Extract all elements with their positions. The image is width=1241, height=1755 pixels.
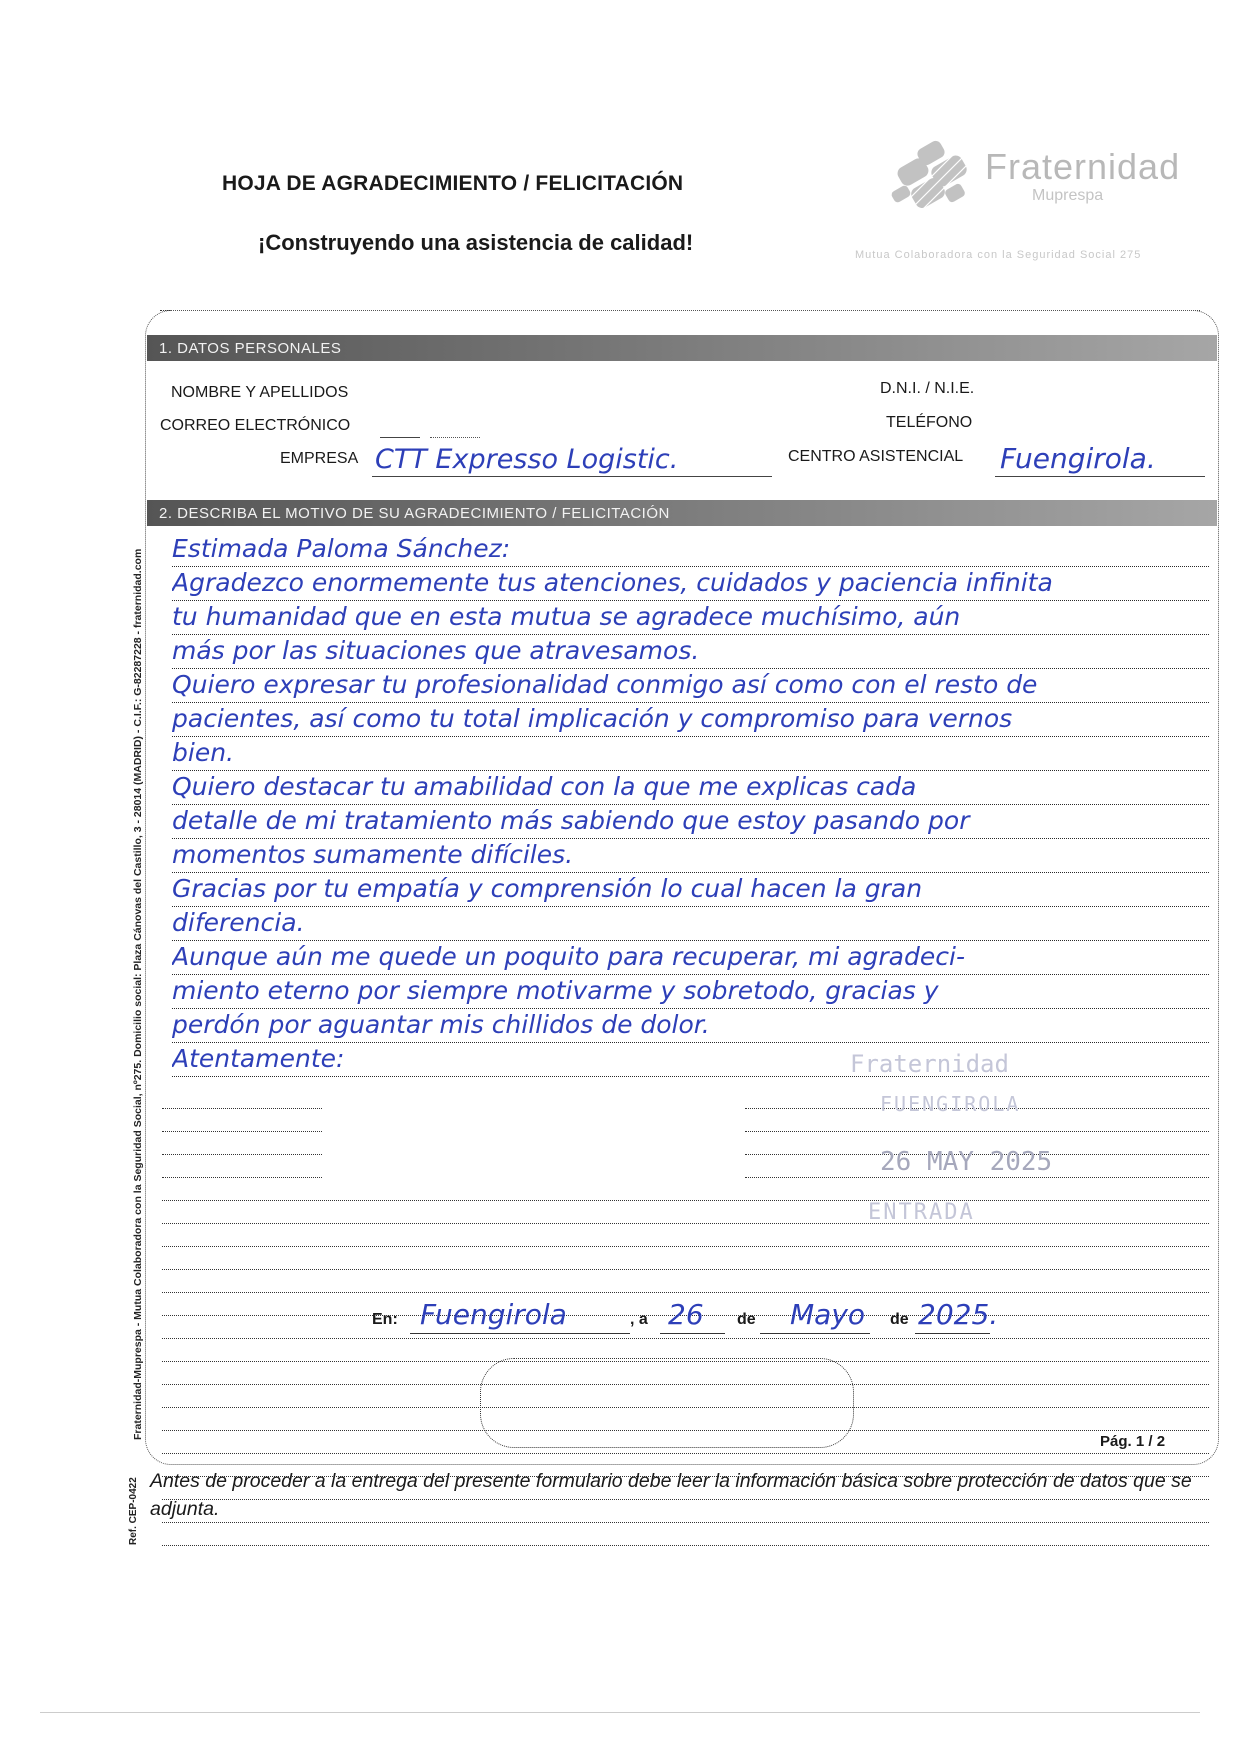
blank-line-9 xyxy=(162,1292,1209,1293)
blank-line-7 xyxy=(162,1246,1209,1247)
blank-line-20 xyxy=(162,1545,1209,1546)
section1-heading: 1. DATOS PERSONALES xyxy=(147,335,1217,361)
blank-line-a1 xyxy=(162,1108,322,1109)
blank-line-8 xyxy=(162,1269,1209,1270)
message-line-12: diferencia. xyxy=(172,906,1209,941)
legal-side-text: Fraternidad-Muprespa - Mutua Colaboradora con la Seguridad Social, nº275. Domicilio social: Plaza Cánovas del Castillo, 3 - 28014 (MADRID) - C.I.F.: G-82287228 - fraternidad.com xyxy=(132,548,144,1440)
correo-field[interactable] xyxy=(380,437,420,438)
message-line-9: detalle de mi tratamiento más sabiendo que estoy pasando por xyxy=(172,804,1209,839)
stamp-date: 26 MAY 2025 xyxy=(880,1147,1053,1177)
centro-value: Fuengirola. xyxy=(1000,442,1156,475)
stamp-place: FUENGIROLA xyxy=(880,1092,1021,1116)
en-label: En: xyxy=(372,1311,398,1328)
privacy-notice: Antes de proceder a la entrega del presente formulario debe leer la información básica sobre protección de datos que se adjunta. xyxy=(150,1470,1192,1520)
form-title: HOJA DE AGRADECIMIENTO / FELICITACIÓN xyxy=(222,172,684,195)
empresa-value: CTT Expresso Logistic. xyxy=(375,444,679,475)
message-line-7: bien. xyxy=(172,736,1209,771)
correo-label: CORREO ELECTRÓNICO xyxy=(160,417,351,434)
form-subtitle: ¡Construyendo una asistencia de calidad! xyxy=(258,230,694,255)
blank-line-b4 xyxy=(745,1177,1209,1178)
message-line-8: Quiero destacar tu amabilidad con la que me explicas cada xyxy=(172,770,1209,805)
logo-mutua-text: Mutua Colaboradora con la Seguridad Social 275 xyxy=(855,249,1142,261)
empresa-field[interactable] xyxy=(372,476,772,477)
stamp-label: ENTRADA xyxy=(868,1200,975,1225)
logo-name: Fraternidad xyxy=(985,146,1181,187)
stamp-name: Fraternidad xyxy=(850,1050,1009,1078)
signature-box[interactable] xyxy=(480,1358,854,1448)
day-value: 26 xyxy=(668,1298,704,1331)
fraternidad-logo-icon xyxy=(888,140,980,218)
message-line-11: Gracias por tu empatía y comprensión lo cual hacen la gran xyxy=(172,872,1209,907)
month-value: Mayo xyxy=(790,1298,866,1331)
blank-line-b2 xyxy=(745,1131,1209,1132)
bottom-rule xyxy=(40,1712,1200,1713)
nombre-label: NOMBRE Y APELLIDOS xyxy=(171,384,349,401)
month-field[interactable] xyxy=(760,1333,870,1334)
centro-field[interactable] xyxy=(995,476,1205,477)
message-line-5: Quiero expresar tu profesionalidad conmigo así como con el resto de xyxy=(172,668,1209,703)
message-line-15: perdón por aguantar mis chillidos de dolor. xyxy=(172,1008,1209,1043)
de-label-2: de xyxy=(890,1311,909,1328)
blank-line-11 xyxy=(162,1338,1209,1339)
blank-line-6 xyxy=(162,1223,1209,1224)
reference-code: Ref. CEP-0422 xyxy=(128,1477,139,1545)
message-line-14: miento eterno por siempre motivarme y sobretodo, gracias y xyxy=(172,974,1209,1009)
place-field[interactable] xyxy=(410,1333,630,1334)
telefono-label: TELÉFONO xyxy=(886,414,973,431)
correo-field-dots xyxy=(430,437,480,438)
dni-label: D.N.I. / N.I.E. xyxy=(880,380,975,397)
blank-line-16 xyxy=(162,1453,1209,1454)
message-line-4: más por las situaciones que atravesamos. xyxy=(172,634,1209,669)
message-line-2: Agradezco enormemente tus atenciones, cuidados y paciencia infinita xyxy=(172,566,1209,601)
logo-subname: Muprespa xyxy=(1032,187,1104,204)
place-value: Fuengirola xyxy=(420,1298,567,1331)
message-line-16: Atentamente: xyxy=(172,1042,1209,1077)
section2-heading: 2. DESCRIBA EL MOTIVO DE SU AGRADECIMIENTO / FELICITACIÓN xyxy=(147,500,1217,526)
page-number: Pág. 1 / 2 xyxy=(1100,1433,1166,1450)
centro-label: CENTRO ASISTENCIAL xyxy=(788,448,964,465)
blank-line-a4 xyxy=(162,1177,322,1178)
a-label: , a xyxy=(630,1311,648,1328)
message-line-13: Aunque aún me quede un poquito para recuperar, mi agradeci- xyxy=(172,940,1209,975)
year-field[interactable] xyxy=(915,1333,990,1334)
blank-line-a2 xyxy=(162,1131,322,1132)
message-line-1: Estimada Paloma Sánchez: xyxy=(172,532,1209,567)
message-line-10: momentos sumamente difíciles. xyxy=(172,838,1209,873)
day-field[interactable] xyxy=(660,1333,725,1334)
de-label-1: de xyxy=(737,1311,756,1328)
message-line-3: tu humanidad que en esta mutua se agradece muchísimo, aún xyxy=(172,600,1209,635)
blank-line-a3 xyxy=(162,1154,322,1155)
blank-line-5 xyxy=(162,1200,1209,1201)
year-value: 2025. xyxy=(918,1298,999,1331)
message-line-6: pacientes, así como tu total implicación y compromiso para vernos xyxy=(172,702,1209,737)
empresa-label: EMPRESA xyxy=(280,450,359,467)
